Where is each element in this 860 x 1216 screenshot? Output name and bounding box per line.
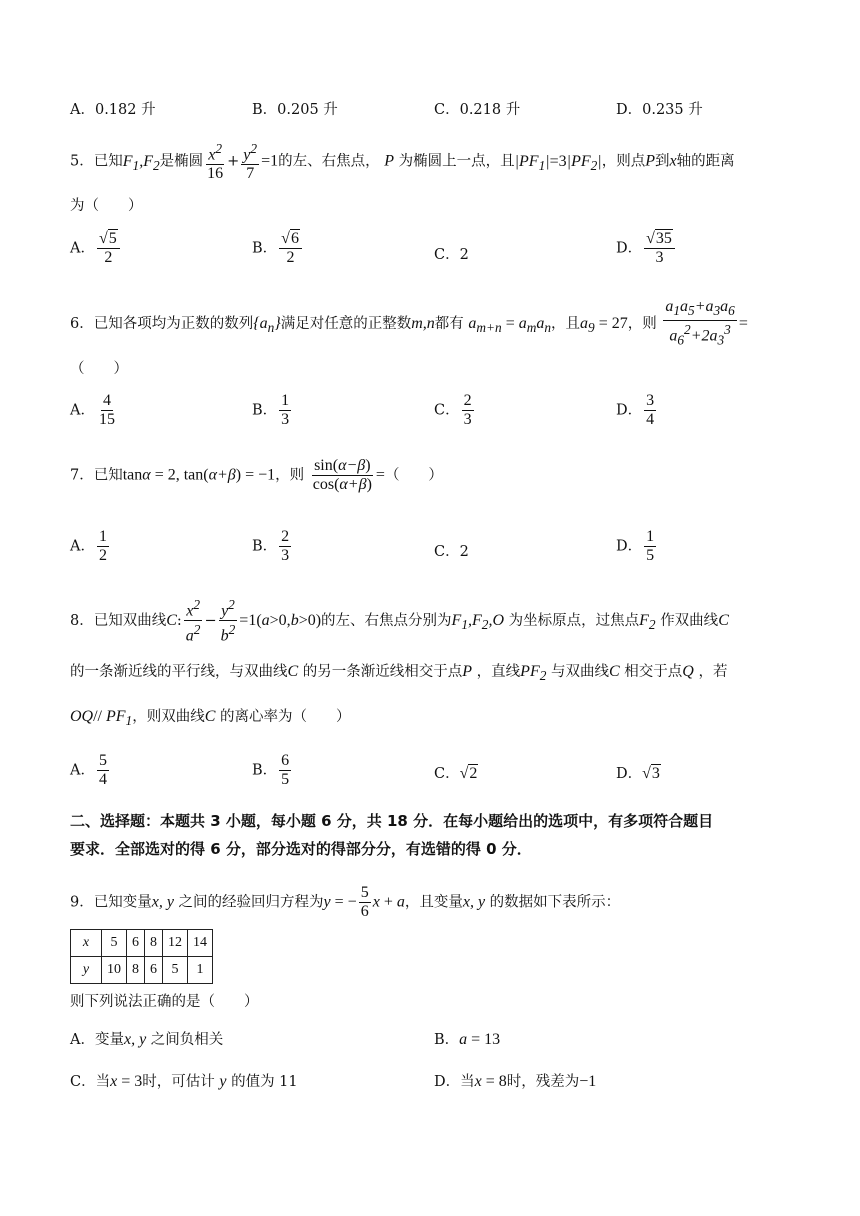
q5-option-b: B． $\frac{√6}{2}$ (252, 230, 304, 267)
q8-stem-line3: OQ// $PF_1$，则双曲线C 的离心率为（ ） (70, 708, 351, 729)
q4-option-c: C．0.218 升 (434, 102, 521, 118)
q6-option-c: C． $\frac{2}{3}$ (434, 392, 472, 428)
section2-heading: 二、选择题：本题共 3 小题，每小题 6 分，共 18 分．在每小题给出的选项中，有多项符合题目 (70, 812, 714, 830)
table-cell: 14 (188, 930, 213, 957)
q5-option-d: D． $\frac{√35}{3}$ (616, 230, 677, 267)
table-cell: 8 (127, 957, 145, 984)
q9-option-d: D．当x = 8时，残差为−1 (434, 1073, 597, 1090)
q7-stem: 7．已知tanα = 2, tan(α+β) = −1，则 $\frac{\sin(\alpha-\beta)}{\cos(\alpha+\beta)}$ =（ ） (70, 457, 443, 493)
table-cell: 12 (163, 930, 188, 957)
q6-stem-line2: （ ） (70, 361, 128, 377)
q6-option-d: D． $\frac{3}{4}$ (616, 392, 655, 428)
q8-option-d: D．√3 (616, 765, 660, 782)
table-header-y: y (71, 957, 102, 984)
q4-option-d: D．0.235 升 (616, 102, 703, 118)
q6-option-a: A． $\frac{4}{15}$ (70, 392, 115, 428)
q8-stem-line2: 的一条渐近线的平行线，与双曲线C 的另一条渐近线相交于点P ，直线$PF_2$ 与双曲线C 相交于点Q ，若 (70, 663, 728, 684)
q9-data-table (70, 929, 213, 984)
q7-option-c: C．2 (434, 544, 469, 560)
q8-option-b: B． $\frac{6}{5}$ (252, 752, 290, 788)
q6-option-b: B． $\frac{1}{3}$ (252, 392, 290, 428)
q4-option-b: B．0.205 升 (252, 102, 338, 118)
q8-stem: 8．已知双曲线C: $\frac{x^2}{a^2}$ − $\frac{y^2}{b^2}$ =1(a>0,b>0)的左、右焦点分别为$F_1,F_2,O$ 为坐标原点，过焦点$F_2$ 作双曲线C (70, 597, 729, 645)
table-cell: 6 (127, 930, 145, 957)
table-row (71, 930, 213, 957)
table-cell: 6 (145, 957, 163, 984)
q5-stem-line2: 为（ ） (70, 198, 143, 214)
q7-option-a: A． $\frac{1}{2}$ (70, 528, 107, 564)
q9-prompt: 则下列说法正确的是（ ） (70, 994, 259, 1010)
q5-option-a: A． $\frac{√5}{2}$ (70, 230, 122, 267)
q8-option-c: C．√2 (434, 765, 478, 782)
q5-stem: 5．已知$F_1,F_2$是椭圆 $\frac{x^2}{16}$ + $\frac{y^2}{7}$ =1的左、右焦点， P 为椭圆上一点，且$|PF_1|=3|PF_2|$，则点P到x轴的距离 (70, 141, 735, 183)
table-row (71, 957, 213, 984)
table-cell: 10 (102, 957, 127, 984)
q9-option-b: B．a = 13 (434, 1031, 501, 1048)
table-cell: 8 (145, 930, 163, 957)
q9-stem: 9．已知变量x, y 之间的经验回归方程为y = − $\frac{5}{6}$ x + a，且变量x, y 的数据如下表所示： (70, 884, 621, 920)
q7-option-b: B． $\frac{2}{3}$ (252, 528, 290, 564)
table-cell: 1 (188, 957, 213, 984)
q9-option-c: C．当x = 3时，可估计 y 的值为 11 (70, 1073, 298, 1090)
q8-option-a: A． $\frac{5}{4}$ (70, 752, 107, 788)
table-cell: 5 (163, 957, 188, 984)
table-header-x: x (71, 930, 102, 957)
q7-option-d: D． $\frac{1}{5}$ (616, 528, 655, 564)
q6-stem: 6．已知各项均为正数的数列$\{a_n\}$满足对任意的正整数m,n都有 $a_{m+n} = a_ma_n$，且$a_9 = 27$，则 $\frac{a_1a_5+a_3a_6}{a_6^2+2a_3^3}$ = (70, 298, 748, 348)
table-cell: 5 (102, 930, 127, 957)
q4-option-a: A．0.182 升 (70, 102, 156, 118)
q5-option-c: C．2 (434, 247, 469, 263)
section2-heading-line2: 要求．全部选对的得 6 分，部分选对的得部分分，有选错的得 0 分． (70, 840, 532, 858)
q9-option-a: A．变量x, y 之间负相关 (70, 1031, 224, 1048)
